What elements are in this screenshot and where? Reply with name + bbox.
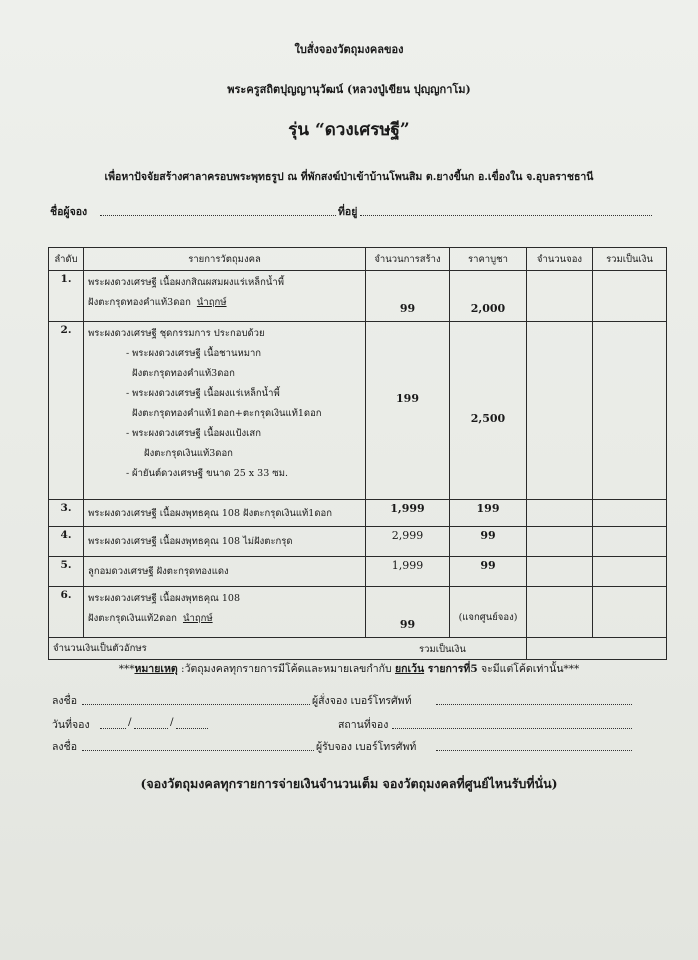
row-price: 2,000 [450, 271, 527, 322]
row-total-cell[interactable] [593, 527, 667, 557]
row-quantity: 199 [366, 322, 450, 500]
row-price: 99 [450, 527, 527, 557]
order-date-month-field[interactable] [134, 728, 168, 729]
row-reserve-count-cell[interactable] [527, 271, 593, 322]
header-no: ลำดับ [49, 248, 84, 271]
set-item: - พระผงดวงเศรษฐี เนื้อชานหมาก [88, 344, 361, 364]
row-quantity: 1,999 [366, 557, 450, 587]
set-item: - พระผงดวงเศรษฐี เนื้อผงแร่เหล็กน้ำพี้ [88, 384, 361, 404]
booker-address-label: ที่อยู่ [338, 206, 358, 218]
orderer-sign-field[interactable] [82, 704, 310, 705]
row-description: ลูกอมดวงเศรษฐี ฝังตะกรุดทองแดง [84, 557, 366, 587]
table-row [49, 500, 667, 527]
item-line: พระผงดวงเศรษฐี เนื้อผงกสิณผสมผงแร่เหล็กน้ำพี้ [88, 277, 284, 288]
remark-line [0, 660, 698, 677]
amount-in-words-label: จำนวนเงินเป็นตัวอักษร [53, 643, 147, 654]
row-description: พระผงดวงเศรษฐี เนื้อผงพุทธคุณ 108 ฝังตะกรุดเงินแท้1ดอก [84, 500, 366, 527]
row-total-cell[interactable] [593, 557, 667, 587]
orderer-sign-label: ลงชื่อ [52, 695, 77, 707]
row-price: (แจกศูนย์จอง) [450, 587, 527, 638]
header-price: ราคาบูชา [450, 248, 527, 271]
remark-label: หมายเหตุ [134, 663, 178, 675]
amount-in-words-cell[interactable] [49, 638, 527, 660]
row-reserve-count-cell[interactable] [527, 322, 593, 500]
purpose-line: เพื่อหาปัจจัยสร้างศาลาครอบพระพุทธรูป ณ ที่พักสงฆ์ป่าเข้าบ้านโพนสิม ต.ยางขี้นก อ.เขื่องใน จ.อุบลราชธานี [104, 171, 594, 183]
table-header-row [49, 248, 667, 271]
order-place-label: สถานที่จอง [338, 719, 389, 731]
set-item-detail: ฝังตะกรุดเงินแท้3ดอก [144, 448, 233, 459]
row-price: 2,500 [450, 322, 527, 500]
row-no: 4. [49, 527, 84, 557]
table-row [49, 527, 667, 557]
row-no: 2. [49, 322, 84, 500]
table-row [49, 322, 667, 500]
order-table [48, 247, 667, 660]
receiver-sign-label: ลงชื่อ [52, 741, 77, 753]
table-row [49, 557, 667, 587]
remark-prefix: *** [118, 663, 135, 675]
order-date-day-field[interactable] [100, 728, 126, 729]
grand-total-cell[interactable] [527, 638, 667, 660]
monk-name: พระครูสถิตปุญญานุวัฒน์ (หลวงปู่เขียน ปุญฺญกาโม) [227, 83, 471, 96]
row-no: 1. [49, 271, 84, 322]
row-price: 199 [450, 500, 527, 527]
set-item-detail: ฝังตะกรุดทองคำแท้1ดอก+ตะกรุดเงินแท้1ดอก [132, 408, 322, 419]
row-quantity: 1,999 [366, 500, 450, 527]
table-footer-row [49, 638, 667, 660]
order-date-label: วันที่จอง [52, 719, 90, 731]
series-title: รุ่น “ดวงเศรษฐี” [288, 120, 410, 140]
receiver-sign-field[interactable] [82, 750, 314, 751]
header-total: รวมเป็นเงิน [593, 248, 667, 271]
table-row [49, 271, 667, 322]
set-item: - ผ้ายันต์ดวงเศรษฐี ขนาด 25 x 33 ซม. [88, 464, 361, 484]
remark-except: ยกเว้น [394, 663, 425, 675]
remark-text: :วัตถุมงคลทุกรายการมีโค้ดและหมายเลขกำกับ [177, 663, 395, 675]
order-date-year-field[interactable] [176, 728, 208, 729]
row-reserve-count-cell[interactable] [527, 587, 593, 638]
row-no: 5. [49, 557, 84, 587]
remark-item: รายการที่5 [424, 663, 478, 675]
booker-address-field[interactable] [360, 215, 652, 216]
set-item: - พระผงดวงเศรษฐี เนื้อผงแป้งเสก [88, 424, 361, 444]
header-reserve-count: จำนวนจอง [527, 248, 593, 271]
form-title-line: ใบสั่งจองวัตถุมงคลของ [294, 43, 404, 56]
row-total-cell[interactable] [593, 500, 667, 527]
row-quantity: 99 [366, 587, 450, 638]
grand-total-label: รวมเป็นเงิน [419, 644, 466, 655]
row-total-cell[interactable] [593, 322, 667, 500]
row-reserve-count-cell[interactable] [527, 500, 593, 527]
row-reserve-count-cell[interactable] [527, 557, 593, 587]
item-text: ฝังตะกรุดทองคำแท้3ดอก [88, 297, 191, 308]
row-quantity: 99 [366, 271, 450, 322]
item-tag: นำฤกษ์ [196, 297, 227, 308]
date-separator: / [128, 716, 132, 728]
booker-name-field[interactable] [100, 215, 336, 216]
row-quantity: 2,999 [366, 527, 450, 557]
row-no: 6. [49, 587, 84, 638]
order-place-field[interactable] [392, 728, 632, 729]
row-price: 99 [450, 557, 527, 587]
row-description: พระผงดวงเศรษฐี เนื้อผงพุทธคุณ 108 ไม่ฝังตะกรุด [84, 527, 366, 557]
receiver-phone-field[interactable] [436, 750, 632, 751]
receiver-phone-label: ผู้รับจอง เบอร์โทรศัพท์ [316, 741, 417, 753]
row-description [84, 322, 366, 500]
date-separator: / [170, 716, 174, 728]
row-total-cell[interactable] [593, 271, 667, 322]
header-quantity: จำนวนการสร้าง [366, 248, 450, 271]
row-description [84, 271, 366, 322]
item-text: ฝังตะกรุดเงินแท้2ดอก [88, 613, 177, 624]
item-line [88, 609, 361, 629]
orderer-phone-label: ผู้สั่งจอง เบอร์โทรศัพท์ [312, 695, 412, 707]
table-row [49, 587, 667, 638]
orderer-phone-field[interactable] [436, 704, 632, 705]
row-reserve-count-cell[interactable] [527, 527, 593, 557]
payment-note: (จองวัตถุมงคลทุกรายการจ่ายเงินจำนวนเต็ม จองวัตถุมงคลที่ศูนย์ไหนรับที่นั่น) [140, 776, 558, 791]
booker-name-label: ชื่อผู้จอง [50, 206, 88, 218]
item-tag: นำฤกษ์ [182, 613, 213, 624]
row-total-cell[interactable] [593, 587, 667, 638]
set-item-detail: ฝังตะกรุดทองคำแท้3ดอก [132, 368, 235, 379]
remark-text-end: จะมีแต่โค้ดเท่านั้น*** [477, 663, 580, 675]
header-item: รายการวัตถุมงคล [84, 248, 366, 271]
row-no: 3. [49, 500, 84, 527]
row-description [84, 587, 366, 638]
item-heading: พระผงดวงเศรษฐี ชุดกรรมการ ประกอบด้วย [88, 328, 265, 339]
item-line: พระผงดวงเศรษฐี เนื้อผงพุทธคุณ 108 [88, 593, 241, 604]
item-line [88, 293, 361, 313]
